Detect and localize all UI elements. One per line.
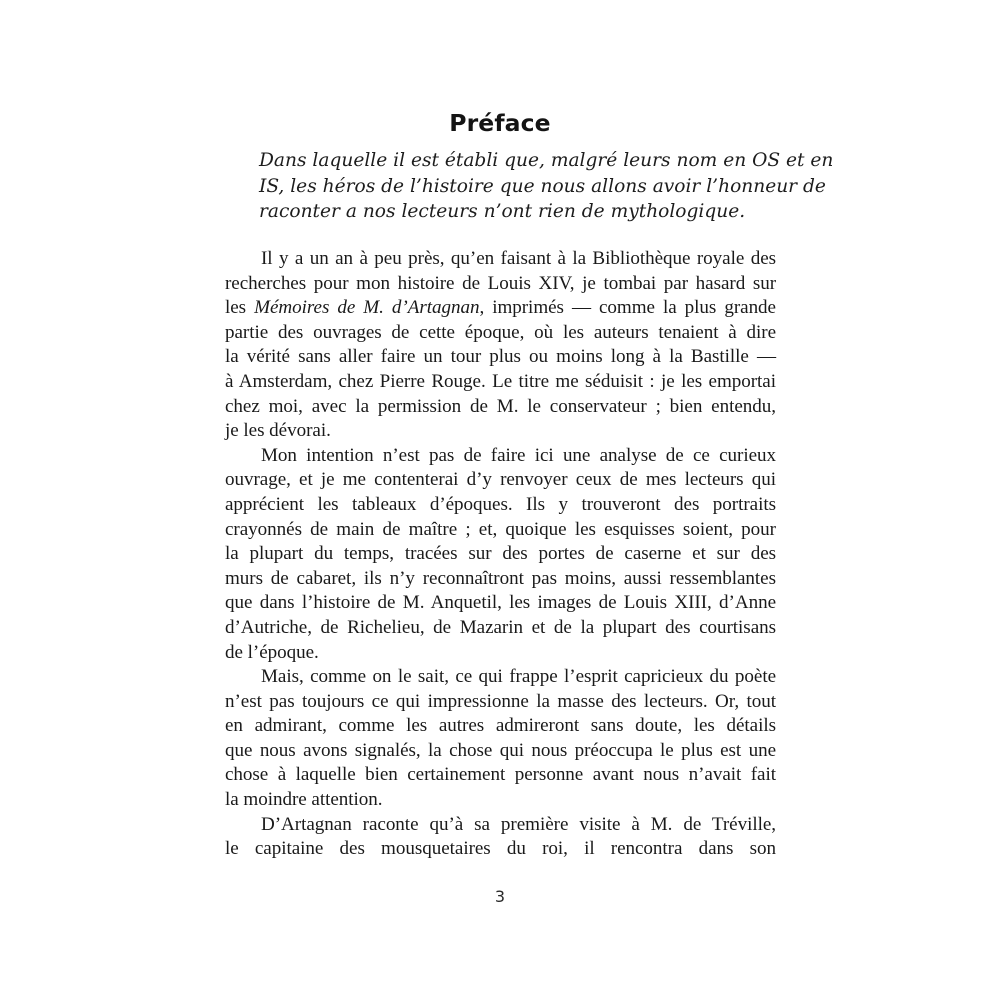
page-title: Préface [449, 108, 551, 137]
text-line: recherches pour mon histoire de Louis XIV, je tombai par hasard sur [225, 272, 776, 294]
paragraph [225, 247, 776, 444]
text-line: murs de cabaret, ils n’y reconnaîtront pas moins, aussi ressemblantes [225, 567, 776, 589]
text-line: je les dévorai. [225, 420, 331, 442]
text-line: la plupart du temps, tracées sur des portes de caserne et sur des [225, 543, 776, 565]
text-line: la moindre attention. [225, 789, 383, 811]
paragraph [225, 444, 776, 665]
text-segment: les [225, 297, 255, 319]
epigraph-line: Dans laquelle il est établi que, malgré leurs nom en OS et en [259, 150, 834, 171]
text-line: Mon intention n’est pas de faire ici une analyse de ce curieux [261, 444, 776, 466]
text-line: que nous avons signalés, la chose qui nous préoccupa le plus est une [225, 739, 776, 761]
page-number: 3 [494, 887, 506, 906]
text-line: de l’époque. [225, 641, 319, 663]
text-line: D’Artagnan raconte qu’à sa première visite à M. de Tréville, [261, 813, 776, 835]
paragraph [225, 665, 776, 813]
text-line: chez moi, avec la permission de M. le conservateur ; bien entendu, [225, 395, 776, 417]
epigraph-line: IS, les héros de l’histoire que nous allons avoir l’honneur de [259, 175, 826, 197]
text-line: en admirant, comme les autres admireront sans doute, les détails [225, 715, 776, 737]
text-line: Mais, comme on le sait, ce qui frappe l’esprit capricieux du poète [261, 666, 776, 688]
text-line: à Amsterdam, chez Pierre Rouge. Le titre me séduisit : je les emportai [225, 370, 776, 392]
text-line: Il y a un an à peu près, qu’en faisant à la Bibliothèque royale des [261, 248, 776, 269]
book-title-italic: Mémoires de M. d’Artagnan [254, 297, 480, 319]
paragraph [225, 813, 776, 862]
text-line: la vérité sans aller faire un tour plus ou moins long à la Bastille — [225, 346, 776, 368]
text-line-with-italic [225, 296, 776, 321]
text-line: n’est pas toujours ce qui impressionne la masse des lecteurs. Or, tout [225, 690, 776, 712]
text-line: le capitaine des mousquetaires du roi, il rencontra dans son [225, 838, 776, 860]
text-line: ouvrage, et je me contenterai d’y renvoyer ceux de mes lecteurs qui [225, 469, 776, 491]
text-segment: , imprimés — comme la plus grande [479, 297, 776, 319]
text-line: que dans l’histoire de M. Anquetil, les images de Louis XIII, d’Anne [225, 592, 776, 614]
text-line: d’Autriche, de Richelieu, de Mazarin et de la plupart des courtisans [225, 616, 776, 638]
text-line: partie des ouvrages de cette époque, où les auteurs tenaient à dire [225, 321, 776, 343]
text-line: chose à laquelle bien certainement personne avant nous n’avait fait [225, 764, 776, 786]
body-text [225, 247, 776, 862]
epigraph [259, 148, 834, 225]
text-line: apprécient les tableaux d’époques. Ils y trouveront des portraits [225, 493, 776, 515]
text-line: crayonnés de main de maître ; et, quoique les esquisses soient, pour [225, 518, 776, 540]
epigraph-line: raconter a nos lecteurs n’ont rien de mythologique. [259, 201, 746, 223]
